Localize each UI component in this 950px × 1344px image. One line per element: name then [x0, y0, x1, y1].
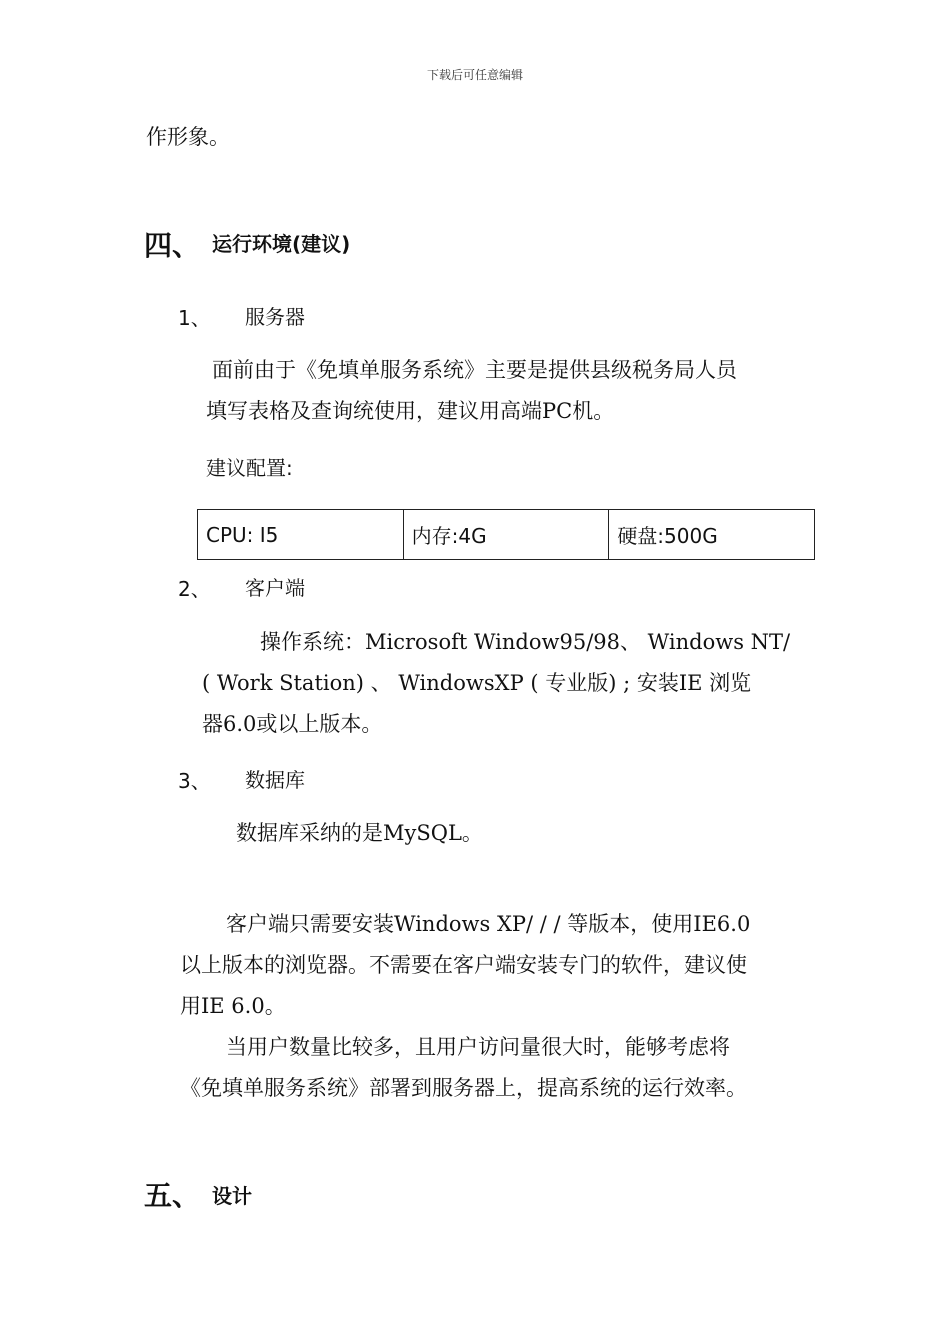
- notes-line: 当用户数量比较多，且用户访问量很大时，能够考虑将: [226, 1035, 730, 1059]
- config-label: 建议配置:: [206, 456, 293, 480]
- section-number: 五、: [144, 1179, 201, 1212]
- server-paragraph-line: 填写表格及查询统使用，建议用高端PC机。: [206, 399, 615, 423]
- server-paragraph-line: 面前由于《免填单服务系统》主要是提供县级税务局人员: [212, 358, 737, 382]
- client-paragraph-line: 操作系统：Microsoft Window95/98、 Windows NT/: [260, 630, 791, 654]
- notes-line: 用IE 6.0。: [180, 994, 286, 1018]
- database-paragraph-line: 数据库采纳的是MySQL。: [236, 821, 483, 845]
- table-cell-disk: 硬盘:500G: [609, 510, 815, 560]
- intro-line: 作形象。: [146, 125, 230, 149]
- table-cell-memory: 内存:4G: [403, 510, 609, 560]
- section-number: 四、: [144, 229, 201, 262]
- notes-line: 客户端只需要安装Windows XP/ / / 等版本，使用IE6.0: [226, 912, 751, 936]
- table-row: [198, 510, 815, 560]
- notes-line: 《免填单服务系统》部署到服务器上，提高系统的运行效率。: [180, 1076, 747, 1100]
- item-title-server: 服务器: [245, 305, 305, 329]
- client-paragraph-line: 器6.0或以上版本。: [202, 712, 383, 736]
- table-cell-cpu: CPU: I5: [198, 510, 404, 560]
- item-number: 3、: [178, 769, 211, 793]
- page-header-note: 下载后可任意编辑: [426, 68, 523, 82]
- item-number: 1、: [178, 306, 211, 330]
- notes-line: 以上版本的浏览器。不需要在客户端安装专门的软件，建议使: [180, 953, 747, 977]
- item-title-database: 数据库: [245, 768, 305, 792]
- item-title-client: 客户端: [245, 576, 305, 600]
- item-number: 2、: [178, 577, 211, 601]
- client-paragraph-line: ( Work Station) 、 WindowsXP ( 专业版) ; 安装IE 浏览: [202, 671, 752, 695]
- section-title: 设计: [212, 1184, 252, 1208]
- section-title: 运行环境(建议): [212, 232, 351, 256]
- config-table: [197, 509, 815, 560]
